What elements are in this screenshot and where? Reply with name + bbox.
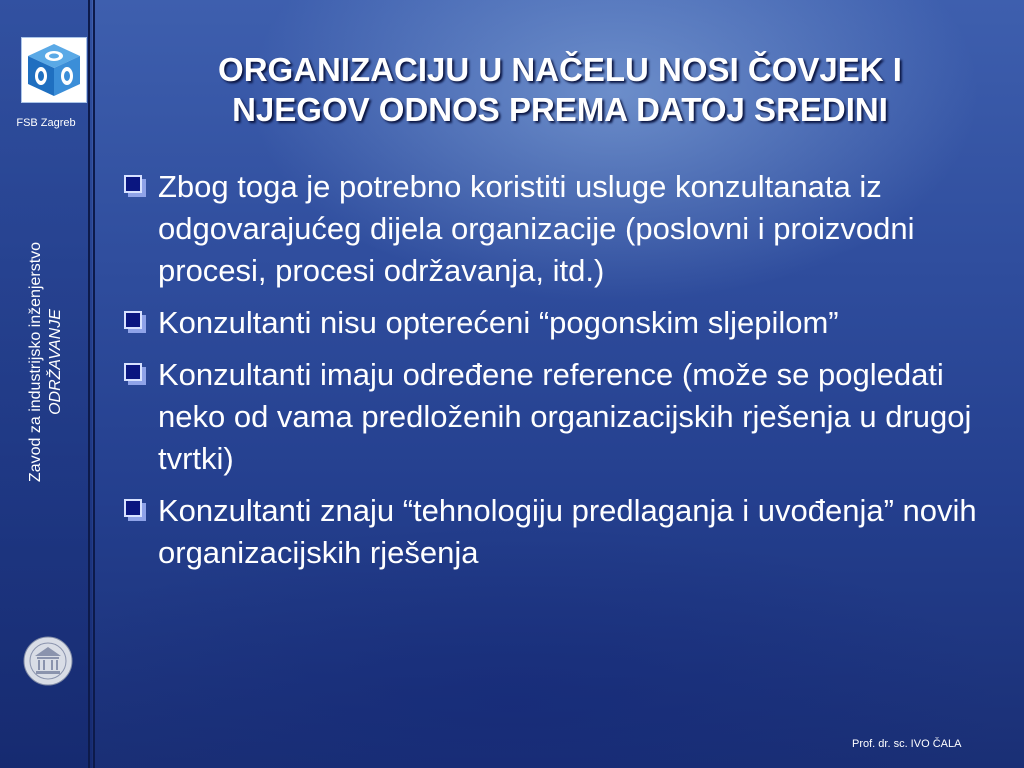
vertical-sidebar-text bbox=[26, 202, 66, 522]
university-seal-icon bbox=[23, 636, 73, 686]
bullet-item bbox=[122, 490, 1012, 574]
hollow-square-bullet-icon bbox=[124, 311, 142, 329]
bullet-list bbox=[122, 166, 1012, 584]
subject-label: ODRŽAVANJE bbox=[47, 309, 64, 415]
bullet-text: Konzultanti znaju “tehnologiju predlaganja i uvođenja” novih organizacijskih rješenja bbox=[158, 493, 977, 570]
fsb-logo-icon bbox=[21, 37, 87, 103]
bullet-item bbox=[122, 166, 1012, 292]
author-footer: Prof. dr. sc. IVO ČALA bbox=[852, 738, 962, 750]
hollow-square-bullet-icon bbox=[124, 363, 142, 381]
bullet-item bbox=[122, 354, 1012, 480]
bullet-text: Konzultanti imaju određene reference (može se pogledati neko od vama predloženih organizacijskih rješenja u drugoj tvrtki) bbox=[158, 357, 972, 476]
sidebar-divider-line bbox=[88, 0, 90, 768]
slide-title-line: NJEGOV ODNOS PREMA DATOJ SREDINI bbox=[232, 91, 888, 128]
department-label: Zavod za industrijsko inženjerstvo bbox=[27, 241, 44, 483]
institution-label: FSB Zagreb bbox=[16, 117, 76, 129]
sidebar-divider-line bbox=[93, 0, 95, 768]
slide-title-line: ORGANIZACIJU U NAČELU NOSI ČOVJEK I bbox=[218, 51, 902, 88]
hollow-square-bullet-icon bbox=[124, 175, 142, 193]
bullet-item bbox=[122, 302, 1012, 344]
slide-title bbox=[110, 50, 1010, 130]
hollow-square-bullet-icon bbox=[124, 499, 142, 517]
bullet-text: Konzultanti nisu opterećeni “pogonskim sljepilom” bbox=[158, 305, 839, 340]
bullet-text: Zbog toga je potrebno koristiti usluge konzultanata iz odgovarajućeg dijela organizacije (poslovni i proizvodni procesi, procesi održavanja, itd.) bbox=[158, 169, 915, 288]
